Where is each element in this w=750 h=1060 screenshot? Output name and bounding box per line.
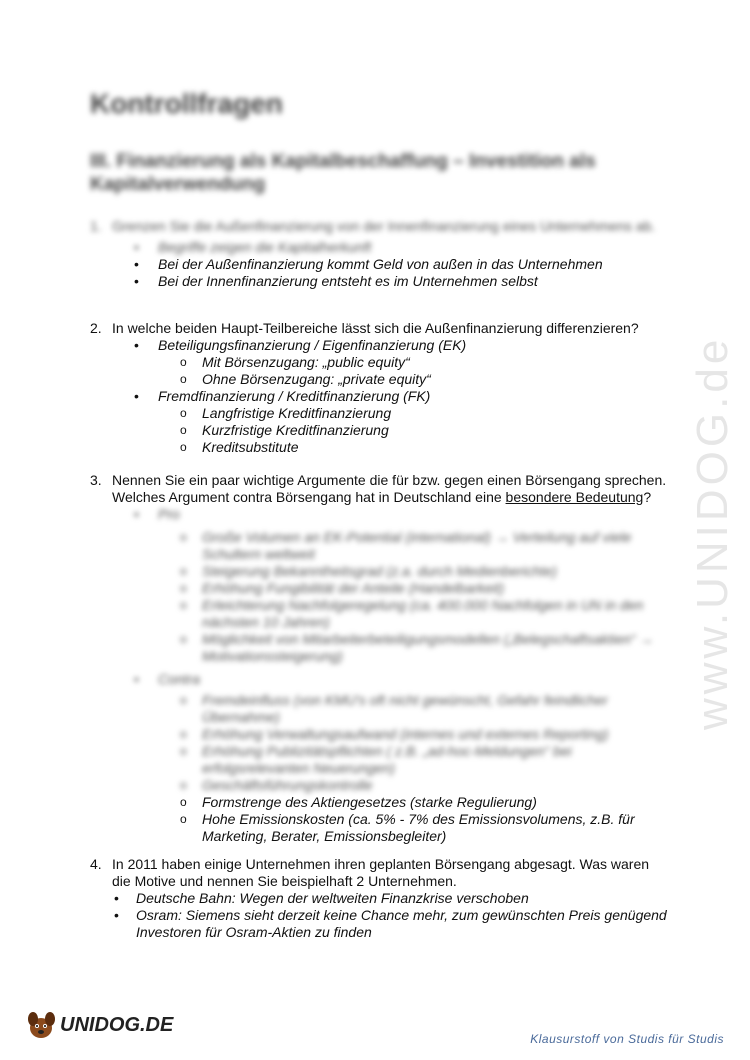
answer-list [90, 506, 670, 523]
list-item: • Pro [90, 506, 670, 523]
page-title: Kontrollfragen [90, 88, 283, 119]
list-item: • Deutsche Bahn: Wegen der weltweiten Finanzkrise verschoben [90, 890, 670, 907]
list-item: o Möglichkeit von Mitarbeiterbeteiligungsmodellen („Belegschaftsaktien“ → Motivationssteigerung) [90, 631, 670, 665]
question-3 [90, 472, 670, 845]
question-number: 3. [90, 472, 102, 488]
question-4 [90, 856, 670, 941]
list-item: o Langfristige Kreditfinanzierung [90, 405, 670, 422]
logo-text: UNIDOG.DE [60, 1013, 174, 1036]
pro-list [90, 529, 670, 665]
unidog-logo [24, 1008, 173, 1042]
answer-list [90, 239, 670, 290]
list-item: • Contra [90, 671, 670, 688]
list-item: o Kreditsubstitute [90, 439, 670, 456]
list-item: o Mit Börsenzugang: „public equity“ [90, 354, 670, 371]
section-heading: III. Finanzierung als Kapitalbeschaffung – Investition als Kapitalverwendung [90, 151, 596, 195]
watermark: www.UNIDOG.de [688, 335, 737, 730]
list-item: o Steigerung Bekanntheitsgrad (z.a. durch Medienberichte) [90, 563, 670, 580]
question-2 [90, 320, 670, 456]
underlined-text: besondere Bedeutung [505, 489, 644, 505]
answer-list [90, 890, 670, 941]
question-1 [90, 218, 670, 290]
list-item: o Erhöhung Fungibilität der Anteile (Handelbarkeit) [90, 580, 670, 597]
list-item: o Erhöhung Publizitätspflichten ( z.B. „ad-hoc-Meldungen“ bei erfolgsrelevanten Neuerungen) [90, 743, 670, 777]
list-item: o Geschäftsführungskontrolle [90, 777, 670, 794]
list-item: o Formstrenge des Aktiengesetzes (starke Regulierung) [90, 794, 670, 811]
question-text: Grenzen Sie die Außenfinanzierung von der Innenfinanzierung eines Unternehmens ab. [112, 218, 656, 234]
list-item: o Erleichterung Nachfolgeregelung (ca. 400.000 Nachfolgen in UN in den nächsten 10 Jahren) [90, 597, 670, 631]
question-text: Nennen Sie ein paar wichtige Argumente die für bzw. gegen einen Börsengang sprechen. Welches Argument contra Börsengang hat in Deutschland eine besondere Bedeutung? [112, 472, 667, 505]
list-item: • Begriffe zeigen die Kapitalherkunft [90, 239, 670, 256]
list-item: • Fremdfinanzierung / Kreditfinanzierung (FK) [90, 388, 670, 405]
question-number: 1. [90, 218, 102, 234]
list-item: • Beteiligungsfinanzierung / Eigenfinanzierung (EK) [90, 337, 670, 354]
contra-heading [90, 671, 670, 688]
question-text: In welche beiden Haupt-Teilbereiche lässt sich die Außenfinanzierung differenzieren? [112, 320, 639, 336]
question-text: In 2011 haben einige Unternehmen ihren geplanten Börsengang abgesagt. Was waren die Motive und nennen Sie beispielhaft 2 Unternehmen. [112, 856, 650, 889]
question-number: 2. [90, 320, 102, 336]
list-item: • Osram: Siemens sieht derzeit keine Chance mehr, zum gewünschten Preis genügend Investoren für Osram-Aktien zu finden [90, 907, 670, 941]
list-item: o Ohne Börsenzugang: „private equity“ [90, 371, 670, 388]
dog-icon [24, 1008, 58, 1042]
footer-text: Klausurstoff von Studis für Studis [530, 1032, 724, 1046]
list-item: o Hohe Emissionskosten (ca. 5% - 7% des Emissionsvolumens, z.B. für Marketing, Berater, Emissionsbegleiter) [90, 811, 670, 845]
contra-list [90, 692, 670, 845]
list-item: o Erhöhung Verwaltungsaufwand (internes und externes Reporting) [90, 726, 670, 743]
list-item: o Große Volumen an EK-Potential (international) → Verteilung auf viele Schultern weltweit [90, 529, 670, 563]
answer-list [90, 337, 670, 456]
list-item: • Bei der Außenfinanzierung kommt Geld von außen in das Unternehmen [90, 256, 670, 273]
question-number: 4. [90, 856, 102, 872]
list-item: o Kurzfristige Kreditfinanzierung [90, 422, 670, 439]
list-item: o Fremdeinfluss (von KMU's oft nicht gewünscht, Gefahr feindlicher Übernahme) [90, 692, 670, 726]
list-item: • Bei der Innenfinanzierung entsteht es im Unternehmen selbst [90, 273, 670, 290]
